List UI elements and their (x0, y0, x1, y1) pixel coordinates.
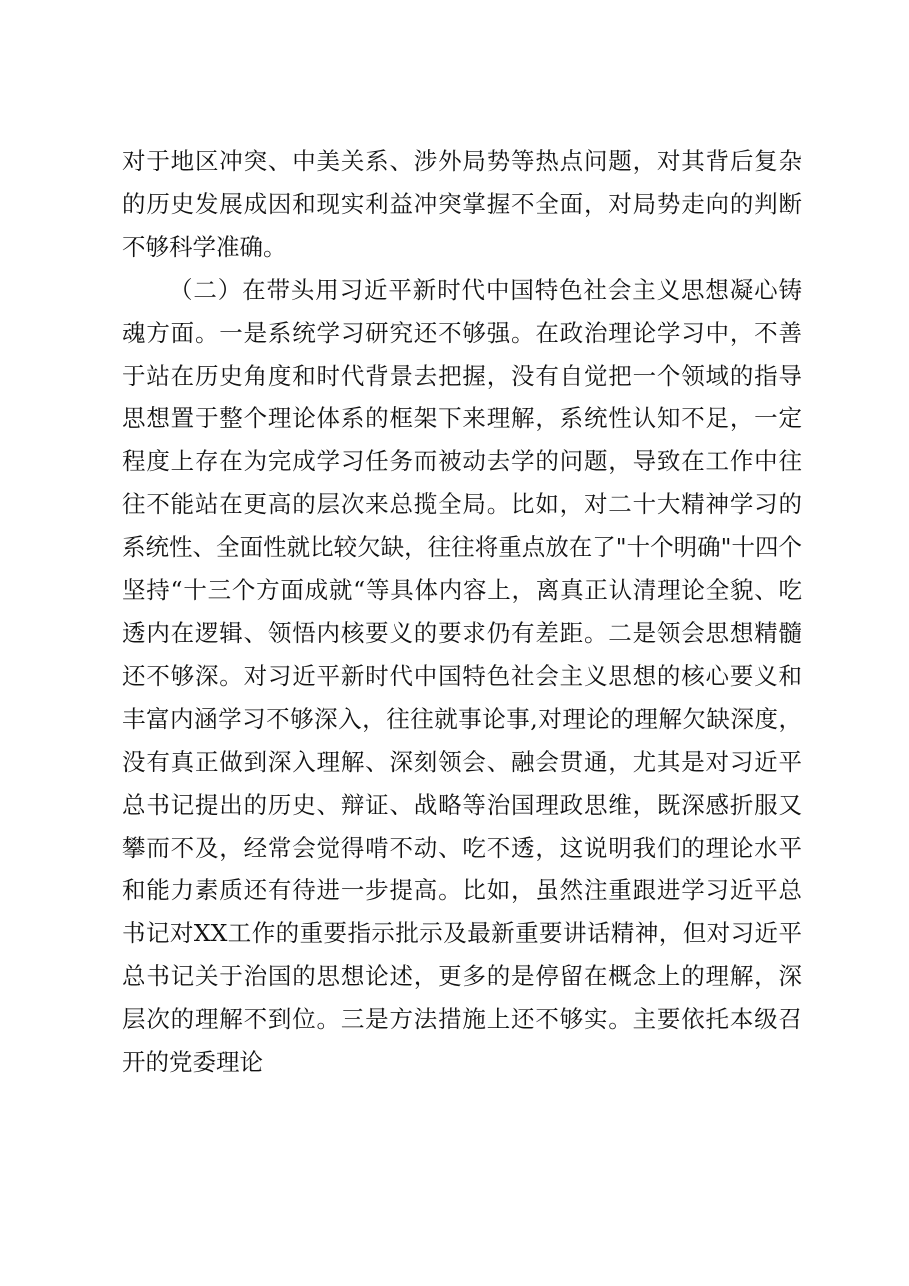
paragraph-continuation: 对于地区冲突、中美关系、涉外局势等热点问题，对其背后复杂的历史发展成因和现实利益冲突掌握不全面，对局势走向的判断不够科学准确。 (122, 147, 802, 261)
paragraph-section-two: （二）在带头用习近平新时代中国特色社会主义思想凝心铸魂方面。一是系统学习研究还不够强。在政治理论学习中，不善于站在历史角度和时代背景去把握，没有自觉把一个领域的指导思想置于整个理论体系的框架下来理解，系统性认知不足，一定程度上存在为完成学习任务而被动去学的问题，导致在工作中往往不能站在更高的层次来总揽全局。比如，对二十大精神学习的系统性、全面性就比较欠缺，往往将重点放在了"十个明确"十四个坚持“十三个方面成就“等具体内容上，离真正认清理论全貌、吃透内在逻辑、领悟内核要义的要求仍有差距。二是领会思想精髓还不够深。对习近平新时代中国特色社会主义思想的核心要义和丰富内涵学习不够深入，往往就事论事,对理论的理解欠缺深度，没有真正做到深入理解、深刻领会、融会贯通，尤其是对习近平总书记提出的历史、辩证、战略等治国理政思维，既深感折服又攀而不及，经常会觉得啃不动、吃不透，这说明我们的理论水平和能力素质还有待进一步提高。比如，虽然注重跟进学习近平总书记对XX工作的重要指示批示及最新重要讲话精神，但对习近平总书记关于治国的思想论述，更多的是停留在概念上的理解，深层次的理解不到位。三是方法措施上还不够实。主要依托本级召开的党委理论 (122, 275, 802, 1077)
document-body (122, 140, 802, 1084)
